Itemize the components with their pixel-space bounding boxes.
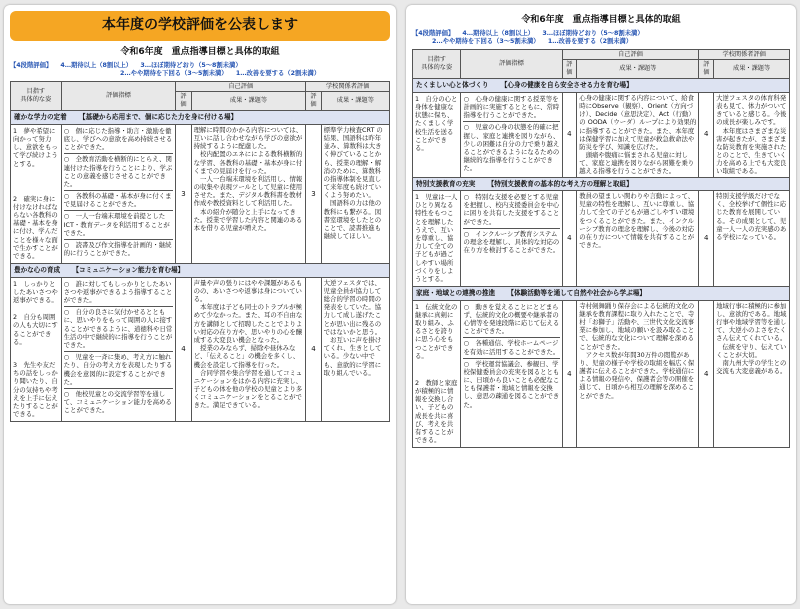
- header-score: 評価: [176, 92, 191, 111]
- section-title: たくましい心と体づくり: [416, 81, 489, 90]
- section-title: 家庭・地域との連携の推進: [416, 289, 496, 298]
- results-cell: 理解に時間のかかる内容については、互いに話し合わせながら学びの意欲が持続するように配慮した。 校内配置のエネにによる教科横断的な学習、各教科の基礎・基本が身に付くまでの見届けを行った。 一人一台端末環境を利活用し、情報の収集や表現ツールとして児童に使用させた。また、デジタル教科書を教材作成や教授資料として利活用した。 本の紹介が随分と上手になってきた。授業で学習した内容と関連のある本を借りる児童が増えた。: [191, 124, 306, 263]
- results-cell: 教員の望ましい関わりや言動によって、児童の特性を理解し、互いに尊重し、協力して全ての子どもが過ごしやすい環境をつくることができた。また、インクルーシブ教育の理念を理解し、今後の対応の在り方について情報を共有することができた。: [577, 191, 699, 287]
- announcement-banner: 本年度の学校評価を公表します: [10, 11, 390, 41]
- index-cell: [61, 124, 176, 263]
- header-self-eval: 自己評価: [176, 81, 306, 92]
- section-title: 確かな学力の定着: [14, 113, 67, 122]
- committee-score: 4: [699, 191, 714, 287]
- header-results: 成果・課題等: [577, 60, 699, 79]
- self-score: 3: [176, 124, 191, 263]
- goal-item: 1 しっかりとしたあいさつや返事ができる。: [13, 279, 58, 305]
- header-committee-results: 成果・課題等: [714, 60, 790, 79]
- committee-score: 3: [306, 124, 321, 263]
- results-cell: 心身の健康に関する内容について、給食時にObserve（観察）、Orient（方向づけ）、Decide（意思決定）、Act（行動）の OODA（ウーダ）ループにより効果的に指導することができた。また、本年度は保健学習に加えて児童が救急救命法や防災を学び、知識を広げた。 頭痛や腹痛に悩まされる児童に対して、家庭と連携を図りながら困難を乗り越える指導を行うことができた。: [577, 92, 699, 177]
- header-committee-eval: 学校関係者評価: [306, 81, 390, 92]
- index-cell: [61, 277, 176, 422]
- legend-level-2: 2…やや期待を下回る（3〜5割未満）: [120, 70, 228, 78]
- header-committee-results: 成果・課題等: [321, 92, 389, 111]
- header-index: 評価指標: [461, 49, 562, 79]
- right-page: [406, 5, 796, 604]
- committee-results-cell: 標準学力検査CRT の結果、国語科は昨年並み、算数科は大きく伸びていることから、授業の理解・解消のために、算数科の指導体制を見直して来年度も続けていくよう努めたい。 国語科の力は他の教科にも繋がる。図書室環境をしたとのことで、読書推進も継続してほしい。: [321, 124, 389, 263]
- index-item: ○ 特別な支援を必要とする児童を把握し、校内支援委員会を中心に困りを共有した支援をすることができた。: [463, 192, 559, 229]
- evaluation-table: [412, 49, 790, 449]
- self-score: 4: [562, 92, 577, 177]
- legend-level-1: 1…改善を要する（2割未満）: [547, 38, 633, 46]
- legend-level-4: 4…期待以上（8割以上）: [60, 61, 133, 69]
- index-item: ○ 個に応じた指導・助言・激励を徹底し、学びへの意欲を高め持続させることができた。: [64, 126, 174, 155]
- legend-level-2: 2…やや期待を下回る（3〜5割未満）: [432, 38, 540, 46]
- goal-item: 2 自分も周囲の人も大切にすることができる。: [13, 313, 58, 346]
- header-goal: 目指す 具体的な姿: [11, 81, 62, 111]
- header-results: 成果・課題等: [191, 92, 306, 111]
- index-cell: [461, 300, 562, 448]
- index-item: ○ 自分の良さに気付かせるとともに、思いやりをもって周囲の人に接することができるように、道徳科や日常生活の中で継続的に指導を行うことができた。: [64, 307, 174, 352]
- section-title: 豊かな心の育成: [14, 266, 61, 275]
- index-cell: [461, 191, 562, 287]
- legend-level-4: 4…期待以上（8割以上）: [462, 29, 535, 37]
- legend-level-1: 1…改善を要する（2割未満）: [235, 70, 321, 78]
- committee-score: 4: [306, 277, 321, 422]
- index-item: ○ 他校児童との交流学習等を通して、コミュニケーション能力を高めることができた。: [63, 389, 172, 415]
- header-committee-score: 評価: [306, 92, 321, 111]
- legend-label: 【4段階評価】: [10, 61, 53, 69]
- goal-cell: [413, 92, 461, 177]
- goal-item: 1 自分の心と身体を健康な状態に保ち、たくましく学校生活を送ることができる。: [415, 94, 458, 152]
- goal-cell: [11, 277, 62, 422]
- evaluation-table: [10, 81, 390, 423]
- section-header: [413, 79, 790, 92]
- goal-item: 2 教師と家庭が積極的に情報を交換し合い、子どもの成長を共に喜び、考えを共有することができる。: [415, 378, 458, 445]
- goal-cell: [413, 300, 461, 448]
- header-index: 評価指標: [61, 81, 176, 111]
- section-title: 特別支援教育の充実: [416, 179, 476, 188]
- section-header: [11, 111, 390, 124]
- index-item: ○ 各種通信、学校ホームページを有効に活用することができた。: [463, 338, 559, 358]
- index-cell: [461, 92, 562, 177]
- committee-results-cell: 大逆フェスタでは、児童全員が協力して総合的学習の時間の発表をしていた。協力して成し遂げたことが思い出に残るのではないかと思う。 お互いに声を掛けてくれ、生きとしている。少ない中でも、意欲的に学習に取り組んでいる。: [321, 277, 389, 422]
- legend-level-3: 3…ほぼ期待どおり（5〜8割未満）: [542, 29, 644, 37]
- page-title: 令和6年度 重点指導目標と具体的取組: [120, 47, 280, 57]
- section-header: [413, 177, 790, 190]
- section-subtitle: 【心身の健康を自ら安全させる力を育む場】: [500, 81, 633, 90]
- goal-item: 1 夢や希望に向かって努力し、意欲をもって学び続けようとする。: [13, 126, 58, 168]
- section-subtitle: 【基礎から応用まで、個に応じた力を身に付ける場】: [79, 113, 238, 122]
- goal-item: 3 先生や友だちの話をしっかり聞いたり、自分の気持ちや考えを上手に伝えたりすることができる。: [13, 360, 58, 419]
- section-header: [413, 287, 790, 300]
- self-score: 4: [562, 191, 577, 287]
- header-committee-eval: 学校関係者評価: [699, 49, 790, 60]
- results-cell: 寺村剣舞踊り保存会による伝統的文化の継承を教育課程に取り入れたことで、寺村「お獅子」活動や、三世代文化交流事業に参加し、地域の願いを汲み取ることで、伝統的な文化について理解を深めることができた。 アクセス数が年間30万件の閲覧があり、児童の様子や学校の取組を幅広く保護者に伝えることができた。学校通信による情報の発信や、保護者会等の開催を通じて、日頃から相互の理解を深めることができた。: [577, 300, 699, 448]
- header-goal: 目指す 具体的な姿: [413, 49, 461, 79]
- goal-item: 2 確実に身に付けなければならない各教科の基礎・基本を身に付け、学んだことを様々な面で生かすことができる。: [13, 194, 58, 261]
- index-item: ○ 各教科の基礎・基本が身に付くまで見届けることができた。: [64, 191, 174, 211]
- committee-results-cell: 地域行事に積極的に参加し、意欲的である。地域行事や地域学習等を通して、大逆小のよさをたくさん伝えてくれている。 伝統を守り、伝えていくことが大切。 南九州大学の学生との交流も大変意義がある。: [714, 300, 790, 448]
- header-committee-score: 評価: [699, 60, 714, 79]
- self-score: 4: [562, 300, 577, 448]
- rating-legend: [10, 62, 390, 79]
- index-item: ○ 心身の健康に関する授業等を計画的に実施するとともに、常時指導を行うことができた。: [463, 94, 559, 123]
- index-item: ○ 動きを覚えることにとどまらず、伝統的文化の概要や継承者の心情等を発達段階に応じて伝えることができた。: [463, 302, 559, 339]
- committee-results-cell: 大逆フェスタの体育科発表も見て、体力がついてきていると感じる。今後の成長が楽しみです。 本年度はさまざまな災害が起きたが、さまざまな防災教育を実施されたとのことで、生きていく力を高める上でも大変良い取組である。: [714, 92, 790, 177]
- section-subtitle: 【体験活動等を通して自然や社会から学ぶ場】: [507, 289, 646, 298]
- legend-level-3: 3…ほぼ期待どおり（5〜8割未満）: [140, 61, 242, 69]
- index-item: ○ 読書及び作文指導を計画的・継続的に行うことができた。: [63, 241, 172, 258]
- header-self-eval: 自己評価: [562, 49, 699, 60]
- results-cell: 声量や声の張りにはやや課題があるものの、あいさつや返事は身についている。 本年度は子ども同士のトラブルが極めて少なかった。また、耳の不自由な方を講師として招聘したことでよりよい対応の在り方や、思いやりの心を醸成する大変良い機会となった。 授業のみならず、掃除や昼休みなど、「伝えること」の機会を多くし、機会を設定して指導を行った。 合同学習や集合学習を通してコミュニケーションをはかる内容に充実し、子どもの体を他の学校の児童とより多くコミュニケーションをとることができた。満足できている。: [191, 277, 306, 422]
- index-item: ○ 学校運営協議会、参観日、学校保健委員会の充実を図るとともに、日頃から良いことも必配なことも保護者・地域と情報を交換し、意思の疎通を図ることができた。: [463, 359, 560, 409]
- index-item: ○ 全教育活動を横断的にとらえ、関連付けた指導を行うことにより、学ぶことの意義を感じさせることができた。: [64, 154, 174, 191]
- committee-score: 4: [699, 92, 714, 177]
- section-subtitle: 【特別支援教育の基本的な考え方の理解と取組】: [487, 179, 633, 188]
- goal-item: 1 児童は一人ひとり異なる特性をもつことを理解したうえで、互いを尊重し、協力して全ての子どもが過ごしやすい場所づくりをしようとする。: [415, 193, 458, 283]
- committee-score: 4: [699, 300, 714, 448]
- index-item: ○ インクルーシブ教育システムの理念を理解し、具体的な対応の在り方を検討することができた。: [463, 229, 560, 255]
- left-page: [4, 5, 396, 604]
- page-title: 令和6年度 重点指導目標と具体的取組: [521, 15, 681, 25]
- section-header: [11, 264, 390, 277]
- rating-legend: [412, 30, 790, 47]
- self-score: 4: [176, 277, 191, 422]
- goal-cell: [11, 124, 62, 263]
- index-item: ○ 誰に対してもしっかりとしたあいさつや返事ができるよう指導することができた。: [64, 279, 174, 308]
- goal-cell: [413, 191, 461, 287]
- index-item: ○ 児童を一斉に集め、考え方に触れたり、自分の考え方を表現したりする機会を意図的に設定することができた。: [64, 352, 174, 389]
- legend-label: 【4段階評価】: [412, 29, 455, 37]
- goal-item: 1 伝統文化の継承に真剣に取り組み、ふるさとを誇りに思う心をもつことができる。: [415, 302, 458, 360]
- committee-results-cell: 特別支援学級だけでなく、全校挙げて個性に応じた教育を展開している。その成果として、児童一人一人の充実感のある学校になっている。: [714, 191, 790, 287]
- header-score: 評価: [562, 60, 577, 79]
- index-item: ○ 一人一台端末環境を前提としたICT・教育データを利活用することができた。: [64, 211, 174, 240]
- index-item: ○ 児童の心身の状態を的確に把握し、家庭と連携を図りながら、少しの困難は自分の力で乗り越えることができるようになるための継続的な指導を行うことができた。: [463, 123, 560, 173]
- section-subtitle: 【コミュニケーション能力を育む場】: [72, 266, 185, 275]
